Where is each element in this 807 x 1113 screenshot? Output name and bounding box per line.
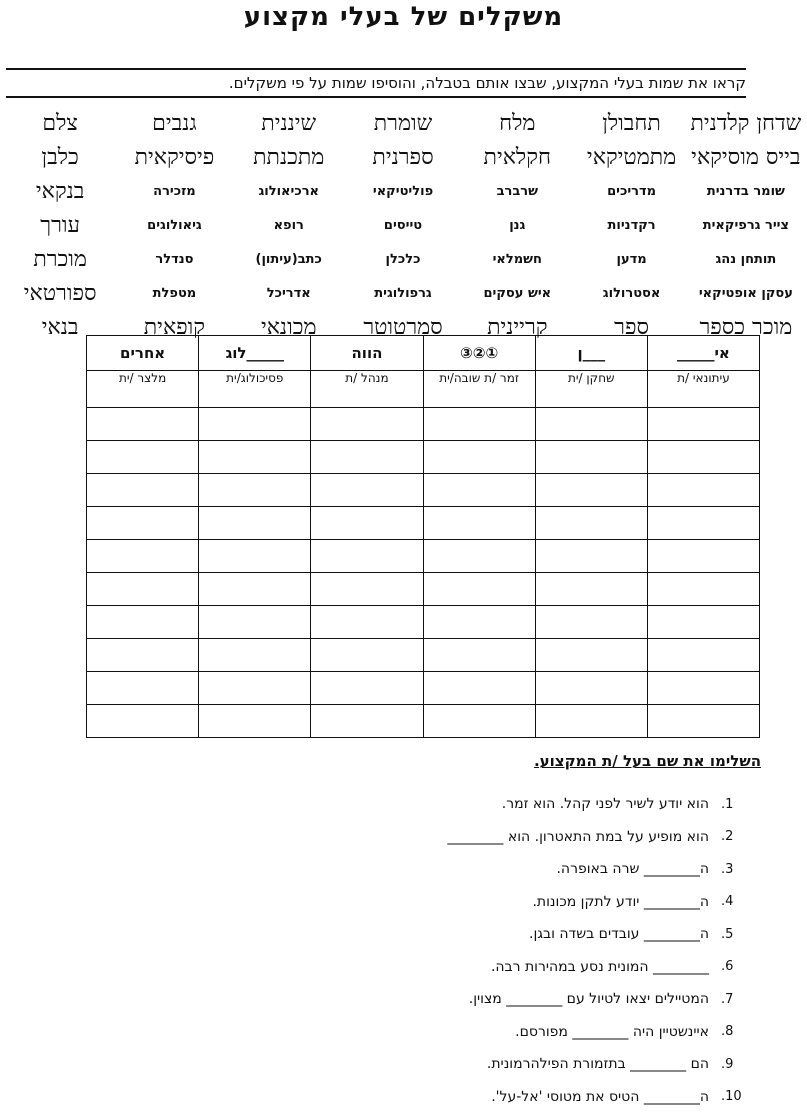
example-cell: עיתונאי /ת <box>647 371 759 408</box>
sentence-number: 6. <box>721 959 767 974</box>
column-header: ___ן <box>535 336 647 371</box>
word-bank-item: סנדלר <box>118 244 230 276</box>
sentence-item <box>67 788 767 821</box>
word-bank-item: מטפלת <box>118 278 230 310</box>
word-bank-item: פיסיקאית <box>118 142 230 174</box>
sentence-item <box>67 1081 767 1113</box>
profession-table <box>86 335 760 738</box>
blank-cell[interactable] <box>423 672 535 705</box>
word-bank-item: טייסים <box>347 210 459 242</box>
word-bank-item: ספר <box>575 312 687 344</box>
sentence-number: 5. <box>721 927 767 942</box>
sentence-item <box>67 951 767 984</box>
column-header: _____לוג <box>199 336 311 371</box>
column-header: ①②③ <box>423 336 535 371</box>
word-bank-item: אדריכל <box>233 278 345 310</box>
word-bank-item: חשמלאי <box>461 244 573 276</box>
blank-cell[interactable] <box>87 408 199 441</box>
word-bank-item: עסקן אופטיקאי <box>690 278 802 310</box>
word-bank-item: אסטרולוג <box>575 278 687 310</box>
word-bank-item: רקדניות <box>575 210 687 242</box>
blank-cell[interactable] <box>423 441 535 474</box>
blank-cell[interactable] <box>199 639 311 672</box>
example-cell: שחקן /ית <box>535 371 647 408</box>
blank-cell[interactable] <box>311 639 423 672</box>
sentence-number: 8. <box>721 1024 767 1039</box>
blank-cell[interactable] <box>535 639 647 672</box>
blank-cell[interactable] <box>647 441 759 474</box>
sentence-text: הוא יודע לשיר לפני קהל. הוא זמר. <box>502 796 709 812</box>
sentence-text: הוא מופיע על במת התאטרון. הוא ________ <box>447 829 709 845</box>
sentence-text: איינשטיין היה ________ מפורסם. <box>515 1024 709 1040</box>
word-bank-item: צלם <box>4 108 116 140</box>
word-bank-item: צייר גרפיקאית <box>690 210 802 242</box>
blank-cell[interactable] <box>423 474 535 507</box>
sentence-text: ה________ הטיס את מטוסי 'אל-על'. <box>491 1089 709 1105</box>
table-row <box>87 441 760 474</box>
blank-cell[interactable] <box>199 705 311 738</box>
sentence-text: הם ________ בתזמורת הפילהרמונית. <box>487 1056 709 1072</box>
blank-cell[interactable] <box>199 507 311 540</box>
blank-cell[interactable] <box>423 408 535 441</box>
sentence-item <box>67 1048 767 1081</box>
blank-cell[interactable] <box>423 606 535 639</box>
blank-cell[interactable] <box>423 507 535 540</box>
word-bank-item: כלבן <box>4 142 116 174</box>
blank-cell[interactable] <box>311 408 423 441</box>
instruction: קראו את שמות בעלי המקצוע, שבצו אותם בטבלה, והוסיפו שמות על פי משקלים. <box>6 68 746 98</box>
blank-cell[interactable] <box>87 573 199 606</box>
table-row <box>87 573 760 606</box>
word-bank-item: איש עסקים <box>461 278 573 310</box>
blank-cell[interactable] <box>535 474 647 507</box>
sentence-number: 9. <box>721 1057 767 1072</box>
sentence-item <box>67 853 767 886</box>
blank-cell[interactable] <box>87 441 199 474</box>
blank-cell[interactable] <box>311 606 423 639</box>
table-row <box>87 540 760 573</box>
blank-cell[interactable] <box>87 507 199 540</box>
sentence-text: המטיילים יצאו לטיול עם ________ מצוין. <box>469 991 709 1007</box>
word-bank-item: שרברב <box>461 176 573 208</box>
blank-cell[interactable] <box>423 639 535 672</box>
word-bank-item: שומר בדרנית <box>690 176 802 208</box>
word-bank-item: מזכירה <box>118 176 230 208</box>
blank-cell[interactable] <box>647 474 759 507</box>
exercise-title: השלימו את שם בעל /ת המקצוע. <box>534 752 761 770</box>
table-row <box>87 606 760 639</box>
word-bank <box>4 108 802 348</box>
blank-cell[interactable] <box>87 474 199 507</box>
blank-cell[interactable] <box>647 573 759 606</box>
word-bank-item: ארכיאולוג <box>233 176 345 208</box>
blank-cell[interactable] <box>199 408 311 441</box>
table-row <box>87 672 760 705</box>
sentence-item <box>67 918 767 951</box>
word-bank-item: בייס מוסיקאי <box>690 142 802 174</box>
column-header: הווה <box>311 336 423 371</box>
blank-cell[interactable] <box>311 474 423 507</box>
header-row <box>87 336 760 371</box>
word-bank-item: כתב(עיתון) <box>233 244 345 276</box>
sentence-text: ה________ עובדים בשדה ובגן. <box>529 926 709 942</box>
word-bank-item: בנאי <box>4 312 116 344</box>
example-cell: מנהל /ת <box>311 371 423 408</box>
word-bank-item: שדחן קלדנית <box>690 108 802 140</box>
word-bank-item: שיננית <box>233 108 345 140</box>
blank-cell[interactable] <box>87 639 199 672</box>
blank-cell[interactable] <box>311 573 423 606</box>
word-bank-item: בנקאי <box>4 176 116 208</box>
word-bank-item: גיאולוגים <box>118 210 230 242</box>
example-cell: פסיכולוג/ית <box>199 371 311 408</box>
blank-cell[interactable] <box>87 540 199 573</box>
blank-cell[interactable] <box>199 573 311 606</box>
word-bank-item: מוכר כספר <box>690 312 802 344</box>
blank-cell[interactable] <box>311 540 423 573</box>
sentence-item <box>67 886 767 919</box>
blank-cell[interactable] <box>199 606 311 639</box>
word-bank-item: קופאית <box>118 312 230 344</box>
blank-cell[interactable] <box>647 507 759 540</box>
sentence-text: ה________ יודע לתקן מכונות. <box>532 894 709 910</box>
sentence-text: ________ המונית נסע במהירות רבה. <box>491 959 709 975</box>
blank-cell[interactable] <box>647 639 759 672</box>
word-bank-item: סמרטוטר <box>347 312 459 344</box>
table-row <box>87 639 760 672</box>
blank-cell[interactable] <box>647 606 759 639</box>
word-bank-item: מלח <box>461 108 573 140</box>
word-bank-item: מוכרת <box>4 244 116 276</box>
word-bank-item: קריינית <box>461 312 573 344</box>
blank-cell[interactable] <box>535 705 647 738</box>
table-row <box>87 705 760 738</box>
blank-cell[interactable] <box>647 540 759 573</box>
blank-cell[interactable] <box>423 540 535 573</box>
blank-cell[interactable] <box>535 672 647 705</box>
blank-cell[interactable] <box>199 474 311 507</box>
sentence-number: 7. <box>721 992 767 1007</box>
word-bank-item: תחבולן <box>575 108 687 140</box>
table-row <box>87 507 760 540</box>
blank-cell[interactable] <box>647 408 759 441</box>
word-bank-item: כלכלן <box>347 244 459 276</box>
word-bank-item: מתכנתת <box>233 142 345 174</box>
blank-cell[interactable] <box>311 441 423 474</box>
blank-cell[interactable] <box>311 507 423 540</box>
sentence-text: ה________ שרה באופרה. <box>556 861 709 877</box>
blank-cell[interactable] <box>199 672 311 705</box>
blank-cell[interactable] <box>199 540 311 573</box>
blank-cell[interactable] <box>535 507 647 540</box>
blank-cell[interactable] <box>535 540 647 573</box>
sentence-number: 3. <box>721 862 767 877</box>
blank-cell[interactable] <box>311 705 423 738</box>
sentence-item <box>67 1016 767 1049</box>
word-bank-item: מדען <box>575 244 687 276</box>
blank-cell[interactable] <box>535 408 647 441</box>
word-bank-item: מתמטיקאי <box>575 142 687 174</box>
blank-cell[interactable] <box>87 705 199 738</box>
word-bank-item: שומרת <box>347 108 459 140</box>
word-bank-item: גנן <box>461 210 573 242</box>
sentence-item <box>67 821 767 854</box>
word-bank-item: גרפולוגית <box>347 278 459 310</box>
word-bank-item: גנבים <box>118 108 230 140</box>
sentence-item <box>67 983 767 1016</box>
page-title: משקלים של בעלי מקצוע <box>0 2 807 32</box>
blank-cell[interactable] <box>87 672 199 705</box>
word-bank-item: רופא <box>233 210 345 242</box>
column-header: אחרים <box>87 336 199 371</box>
column-header: אי_____ <box>647 336 759 371</box>
sentence-number: 2. <box>721 829 767 844</box>
table-row <box>87 474 760 507</box>
sentence-list <box>67 788 767 1113</box>
example-row <box>87 371 760 408</box>
blank-cell[interactable] <box>423 705 535 738</box>
word-bank-item: פוליטיקאי <box>347 176 459 208</box>
blank-cell[interactable] <box>535 441 647 474</box>
blank-cell[interactable] <box>535 606 647 639</box>
word-bank-item: ספרנית <box>347 142 459 174</box>
blank-cell[interactable] <box>647 705 759 738</box>
sentence-number: 10. <box>721 1089 767 1104</box>
word-bank-item: ספורטאי <box>4 278 116 310</box>
blank-cell[interactable] <box>535 573 647 606</box>
blank-cell[interactable] <box>647 672 759 705</box>
example-cell: מלצר /ית <box>87 371 199 408</box>
table-row <box>87 408 760 441</box>
word-bank-item: מדריכים <box>575 176 687 208</box>
word-bank-item: חקלאית <box>461 142 573 174</box>
sentence-number: 4. <box>721 894 767 909</box>
example-cell: זמר /ת שובה/ית <box>423 371 535 408</box>
word-bank-item: מכונאי <box>233 312 345 344</box>
word-bank-item: עורך <box>4 210 116 242</box>
blank-cell[interactable] <box>87 606 199 639</box>
blank-cell[interactable] <box>199 441 311 474</box>
word-bank-item: תותחן נהג <box>690 244 802 276</box>
blank-cell[interactable] <box>311 672 423 705</box>
sentence-number: 1. <box>721 797 767 812</box>
blank-cell[interactable] <box>423 573 535 606</box>
